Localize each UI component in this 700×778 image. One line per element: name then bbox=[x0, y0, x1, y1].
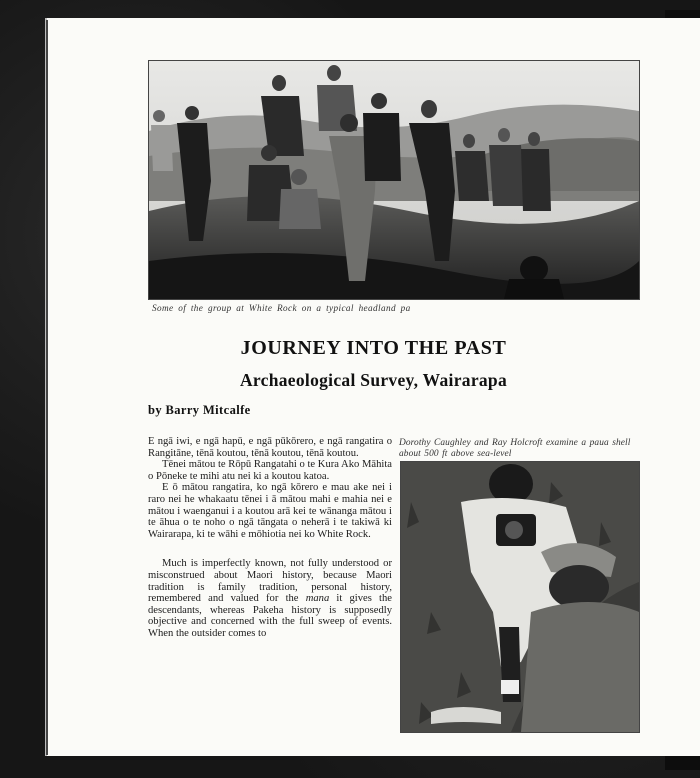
english-paragraph bbox=[148, 558, 392, 639]
maori-paragraph: E ō mātou rangatira, ko ngā kōrero e mau ake nei i raro nei he whakaatu tēnei i ā mātou mahi e mahia nei e mātou i waenganui i a koutou arā kei te wānanga mātou i te āhua o te noho o ngā tāngata o neherā i te takiwā ki Wairarapa, ki te wāhi e mōhiotia nei ko White Rock. bbox=[148, 482, 392, 540]
article-body bbox=[148, 436, 392, 640]
english-paragraph-emphasis: mana bbox=[305, 593, 330, 605]
group-photo-image bbox=[149, 61, 639, 299]
english-paragraph-text: Much is imperfectly known, not fully understood or misconstrued about Maori history, because Maori tradition is family tradition, personal history, remembered and valued for the bbox=[148, 558, 392, 605]
article-title: JOURNEY INTO THE PAST bbox=[240, 337, 507, 359]
group-photo-caption: Some of the group at White Rock on a typical headland pa bbox=[152, 303, 411, 313]
english-paragraph-text-continued: it gives the descendants, whereas Pakeha history is supposedly objective and concerned with the full sweep of events. When the outsider comes to bbox=[148, 593, 392, 639]
shell-photo bbox=[400, 461, 640, 733]
maori-paragraph: Tēnei mātou te Rōpū Rangatahi o te Kura Ako Māhita o Pōneke te mihi atu nei ki a koutou katoa. bbox=[148, 459, 392, 482]
maori-paragraph: E ngā iwi, e ngā hapū, e ngā pūkōrero, e ngā rangatira o Rangitāne, tēnā koutou, tēnā koutou, tēnā koutou. bbox=[148, 436, 392, 459]
side-photo-caption: Dorothy Caughley and Ray Holcroft examine a paua shell about 500 ft above sea-level bbox=[399, 438, 631, 459]
shell-photo-image bbox=[401, 462, 639, 732]
group-photo bbox=[148, 60, 640, 300]
magazine-page bbox=[47, 18, 700, 756]
article-subtitle: Archaeological Survey, Wairarapa bbox=[239, 370, 508, 390]
page-spine bbox=[46, 20, 48, 755]
article-byline: by Barry Mitcalfe bbox=[148, 403, 251, 417]
